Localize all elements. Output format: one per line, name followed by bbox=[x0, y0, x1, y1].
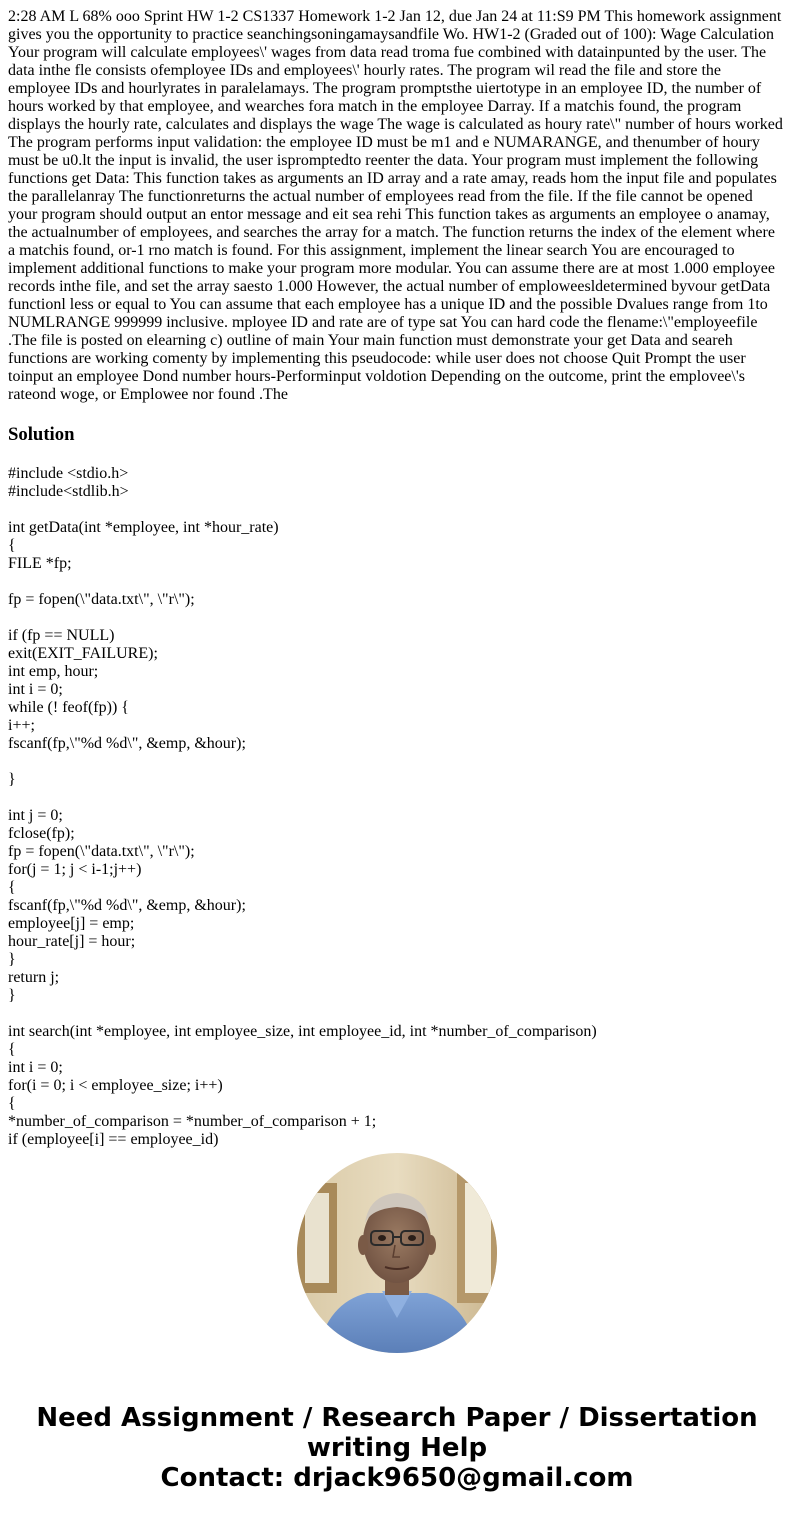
solution-heading: Solution bbox=[8, 424, 75, 445]
promo-banner bbox=[0, 1403, 794, 1493]
code-line: fscanf(fp,\"%d %d\", &emp, &hour); bbox=[8, 897, 246, 914]
code-line: fscanf(fp,\"%d %d\", &emp, &hour); bbox=[8, 735, 246, 752]
code-line: } bbox=[8, 771, 16, 788]
code-line: { bbox=[8, 1041, 16, 1058]
code-line bbox=[8, 753, 786, 771]
code-line: fp = fopen(\"data.txt\", \"r\"); bbox=[8, 591, 195, 608]
promo-line-2: writing Help bbox=[306, 1433, 488, 1463]
code-line: *number_of_comparison = *number_of_comparison + 1; bbox=[8, 1113, 377, 1130]
tutor-portrait-image bbox=[297, 1153, 497, 1353]
code-line: { bbox=[8, 1095, 16, 1112]
code-line: int i = 0; bbox=[8, 1059, 63, 1076]
solution-code bbox=[8, 465, 786, 1148]
code-line bbox=[8, 501, 786, 519]
code-line: for(j = 1; j < i-1;j++) bbox=[8, 861, 142, 878]
code-line: while (! feof(fp)) { bbox=[8, 699, 129, 716]
code-line: fclose(fp); bbox=[8, 825, 75, 842]
code-line: int j = 0; bbox=[8, 807, 63, 824]
code-line bbox=[8, 573, 786, 591]
code-line: #include<stdlib.h> bbox=[8, 483, 129, 500]
code-line: employee[j] = emp; bbox=[8, 915, 135, 932]
question-text: 2:28 AM L 68% ooo Sprint HW 1-2 CS1337 Homework 1-2 Jan 12, due Jan 24 at 11:S9 PM This homework assignment gives you the opportunity to practice seanchingsoningamaysandfile Wo. HW1-2 (Graded out of 100): Wage Calculation Your program will calculate employees\' wages from data read troma fue combined with datainpunted by the user. The data inthe fle consists ofemployee IDs and employees\' hourly rates. The program wil read the file and store the employee IDs and hourlyrates in paralelamays. The program promptsthe uiertotype in an employee ID, the number of hours worked by that employee, and wearches fora match in the employee Darray. If a matchis found, the program displays the hourly rate, calculates and displays the wage The wage is calculated as houry rate\" number of hours worked The program performs input validation: the employee ID must be m1 and e NUMARANGE, and thenumber of houry must be u0.lt the input is invalid, the user ispromptedto reenter the data. Your program must implement the following functions get Data: This function takes as arguments an ID array and a rate amay, reads hom the input file and populates the parallelanray The functionreturns the actual number of employees read from the file. If the file cannot be opened your program should output an entor message and eit sea rehi This function takes as arguments an employee o anamay, the actualnumber of employees, and searches the array for a match. The function returns the index of the element where a matchis found, or-1 rno match is found. For this assignment, implement the linear search You are encouraged to implement additional functions to make your program more modular. You can assume there are at most 1.000 employee records inthe file, and set the array saesto 1.000 However, the actual number of emploweesldetermined byvour getData functionl less or equal to You can assume that each employee has a unique ID and the possible Dvalues range from 1to NUMLRANGE 999999 inclusive. mployee ID and rate are of type sat You can hard code the flename:\"employeefile .The file is posted on elearning c) outline of main Your main function must demonstrate your get Data and seareh functions are working comenty by implementing this pseudocode: while user does not choose Quit Prompt the user toinput an employee Dond number hours-Performinput voldotion Depending on the outcome, print the emplovee\'s rateond woge, or Emplowee nor found .The bbox=[8, 8, 783, 403]
code-line: FILE *fp; bbox=[8, 555, 72, 572]
tutor-avatar bbox=[297, 1153, 497, 1353]
code-line: int i = 0; bbox=[8, 681, 63, 698]
code-line: int emp, hour; bbox=[8, 663, 99, 680]
code-line bbox=[8, 609, 786, 627]
code-line: i++; bbox=[8, 717, 35, 734]
promo-line-1: Need Assignment / Research Paper / Dissertation bbox=[36, 1403, 758, 1433]
code-line: int search(int *employee, int employee_size, int employee_id, int *number_of_comparison) bbox=[8, 1023, 597, 1040]
code-line: hour_rate[j] = hour; bbox=[8, 933, 136, 950]
code-line: } bbox=[8, 951, 16, 968]
code-line: for(i = 0; i < employee_size; i++) bbox=[8, 1077, 223, 1094]
code-line bbox=[8, 789, 786, 807]
code-line: return j; bbox=[8, 969, 60, 986]
code-line: if (fp == NULL) bbox=[8, 627, 115, 644]
code-line: exit(EXIT_FAILURE); bbox=[8, 645, 158, 662]
code-line: #include <stdio.h> bbox=[8, 465, 129, 482]
code-line: if (employee[i] == employee_id) bbox=[8, 1131, 219, 1148]
code-line: int getData(int *employee, int *hour_rate) bbox=[8, 519, 279, 536]
code-line bbox=[8, 1005, 786, 1023]
code-line: } bbox=[8, 987, 16, 1004]
code-line: { bbox=[8, 537, 16, 554]
promo-contact: Contact: drjack9650@gmail.com bbox=[160, 1463, 634, 1493]
code-line: fp = fopen(\"data.txt\", \"r\"); bbox=[8, 843, 195, 860]
document-body bbox=[8, 8, 786, 1148]
code-line: { bbox=[8, 879, 16, 896]
